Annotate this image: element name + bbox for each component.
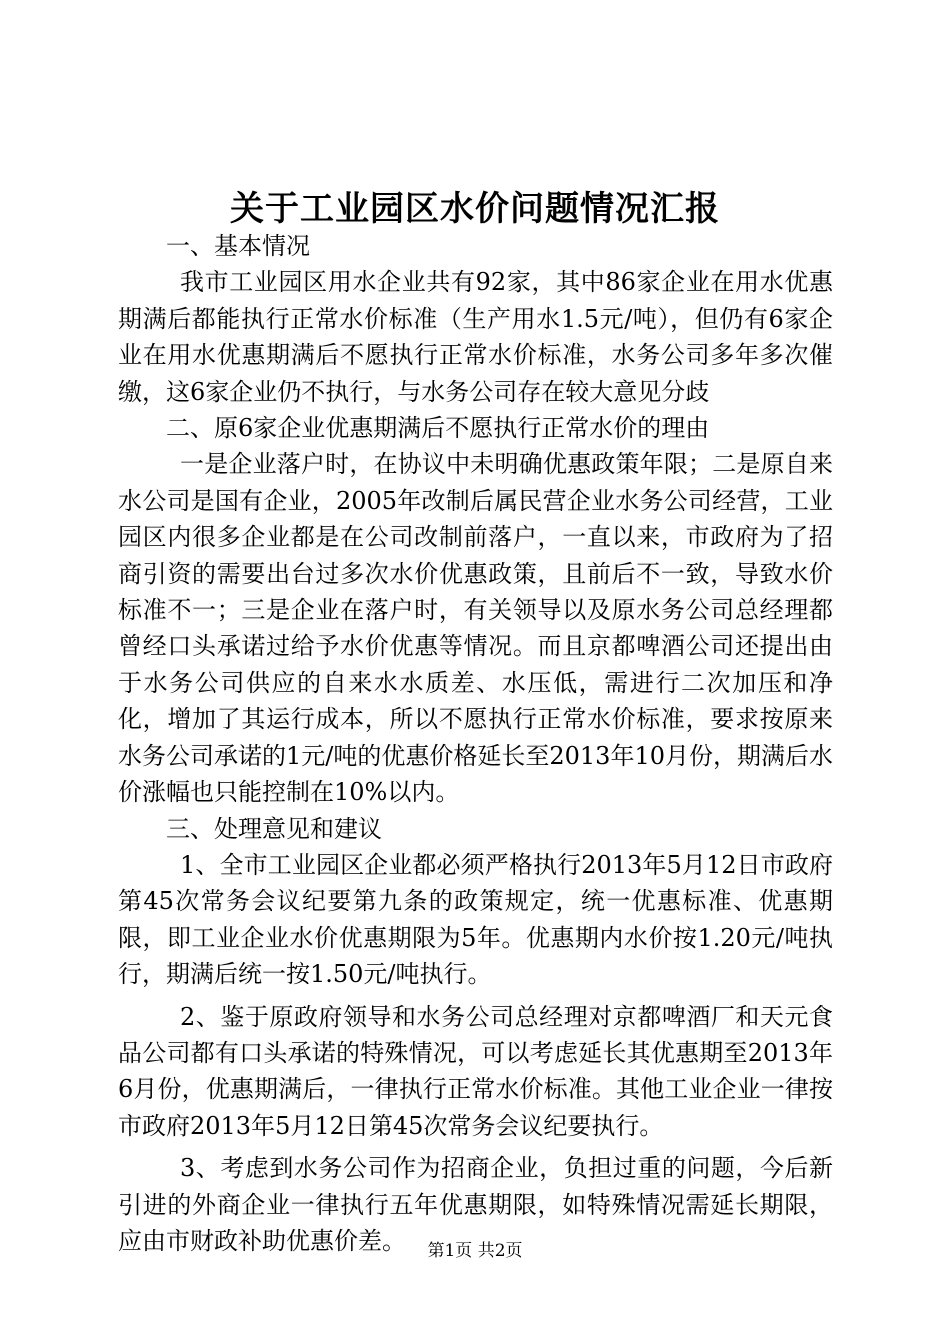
section-heading-basic-situation: 一、基本情况: [166, 232, 310, 260]
page-number-footer: 第1页 共2页: [427, 1241, 523, 1261]
paragraph-recommendation-3: 3、考虑到水务公司作为招商企业，负担过重的问题，今后新引进的外商企业一律执行五年优惠期限，如特殊情况需延长期限，应由市财政补助优惠价差。: [118, 1154, 833, 1255]
paragraph-recommendation-1: 1、全市工业园区企业都必须严格执行2013年5月12日市政府第45次常务会议纪要第九条的政策规定，统一优惠标准、优惠期限，即工业企业水价优惠期限为5年。优惠期内水价按1.20元/吨执行，期满后统一按1.50元/吨执行。: [118, 850, 833, 989]
paragraph-basic-situation: 我市工业园区用水企业共有92家，其中86家企业在用水优惠期满后都能执行正常水价标准（生产用水1.5元/吨），但仍有6家企业在用水优惠期满后不愿执行正常水价标准，水务公司多年多次催缴，这6家企业仍不执行，与水务公司存在较大意见分歧: [118, 268, 833, 406]
paragraph-reasons: 一是企业落户时，在协议中未明确优惠政策年限；二是原自来水公司是国有企业，2005年改制后属民营企业水务公司经营，工业园区内很多企业都是在公司改制前落户，一直以来，市政府为了招商引资的需要出台过多次水价优惠政策，且前后不一致，导致水价标准不一；三是企业在落户时，有关领导以及原水务公司总经理都曾经口头承诺过给予水价优惠等情况。而且京都啤酒公司还提出由于水务公司供应的自来水水质差、水压低，需进行二次加压和净化，增加了其运行成本，所以不愿执行正常水价标准，要求按原来水务公司承诺的1元/吨的优惠价格延长至2013年10月份，期满后水价涨幅也只能控制在10%以内。: [118, 450, 833, 807]
document-body: [118, 228, 833, 1259]
document-title: 关于工业园区水价问题情况汇报: [230, 189, 720, 229]
section-heading-reasons: 二、原6家企业优惠期满后不愿执行正常水价的理由: [166, 414, 710, 443]
section-heading-recommendations: 三、处理意见和建议: [166, 814, 382, 843]
paragraph-recommendation-2: 2、鉴于原政府领导和水务公司总经理对京都啤酒厂和天元食品公司都有口头承诺的特殊情况，可以考虑延长其优惠期至2013年6月份，优惠期满后，一律执行正常水价标准。其他工业企业一律按市政府2013年5月12日第45次常务会议纪要执行。: [118, 1002, 833, 1140]
